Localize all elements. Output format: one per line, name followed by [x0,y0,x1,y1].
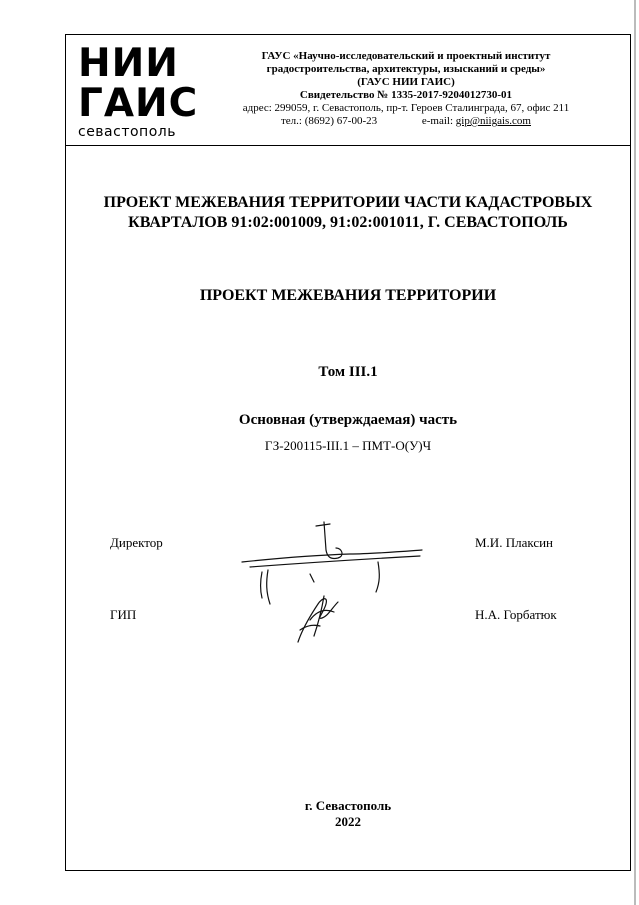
logo-line-3: севастополь [78,124,176,140]
org-name-line-1: ГАУС «Научно-исследовательский и проектный институт [261,50,551,62]
header-divider [65,145,631,146]
org-name-line-2: градостроительства, архитектуры, изысканий и среды» [266,63,546,75]
volume-label: Том III.1 [318,364,378,380]
gip-signature [298,599,338,642]
organization-header [196,50,616,128]
document-title-line-2: КВАРТАЛОВ 91:02:001009, 91:02:001011, Г. СЕВАСТОПОЛЬ [128,214,568,231]
footer-city: г. Севастополь [304,798,392,813]
footer-place-date [65,798,631,830]
org-short-name: (ГАУС НИИ ГАИС) [357,76,455,88]
company-logo [78,41,199,140]
gip-role: ГИП [110,607,137,622]
director-name: М.И. Плаксин [475,535,554,550]
director-signature [242,550,422,562]
gip-name: Н.А. Горбатюк [475,607,557,622]
org-certificate: Свидетельство № 1335-2017-9204012730-01 [299,89,513,101]
director-role: Директор [110,535,163,550]
document-code: ГЗ-200115-III.1 – ПМТ-О(У)Ч [264,438,432,453]
logo-line-2: ГАИС [78,81,199,126]
org-phone: тел.: (8692) 67-00-23 [280,115,378,127]
handwritten-signatures [230,512,430,662]
org-contacts [196,115,616,128]
part-label: Основная (утверждаемая) часть [238,412,458,428]
logo-line-1: НИИ [78,41,179,86]
org-email-link[interactable]: gip@niigais.com [455,115,531,127]
document-title [65,193,631,233]
document-title-line-1: ПРОЕКТ МЕЖЕВАНИЯ ТЕРРИТОРИИ ЧАСТИ КАДАСТРОВЫХ [103,194,593,211]
org-email-label: e-mail: [421,115,454,127]
document-subtitle: ПРОЕКТ МЕЖЕВАНИЯ ТЕРРИТОРИИ [199,287,497,304]
footer-year: 2022 [335,814,361,829]
org-address: адрес: 299059, г. Севастополь, пр-т. Героев Сталинграда, 67, офис 211 [242,102,570,114]
scan-edge-line [633,0,637,905]
